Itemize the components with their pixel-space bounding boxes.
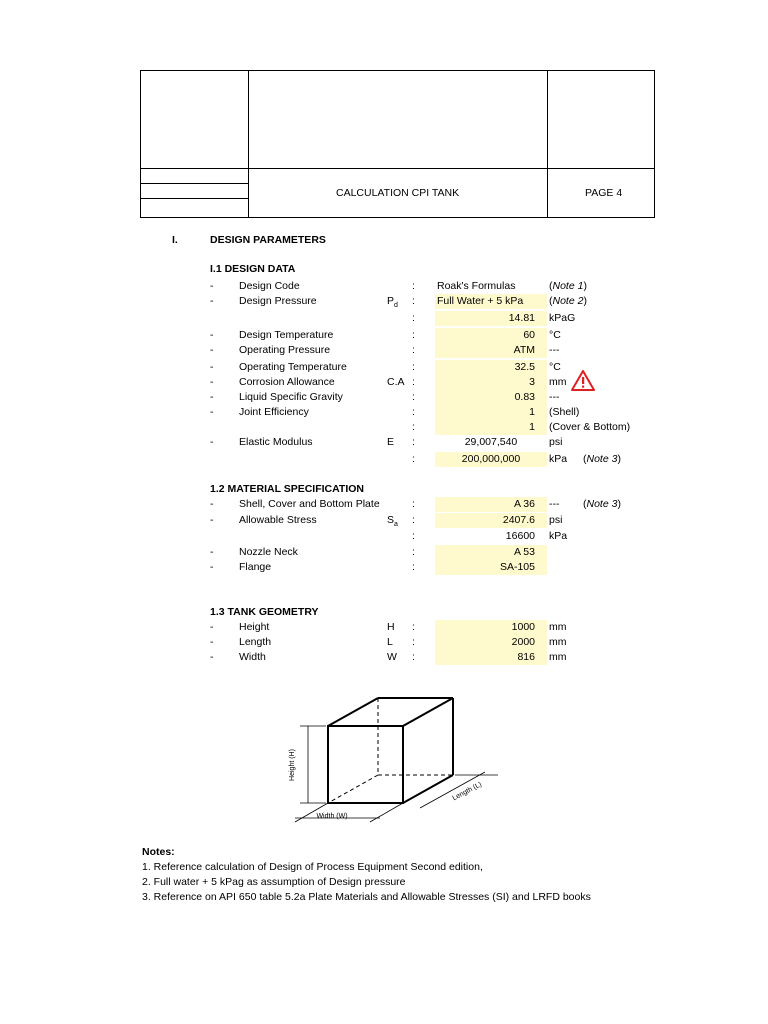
row-unit: mm <box>549 621 567 633</box>
row-label: Width <box>239 651 266 663</box>
row-value: SA-105 <box>435 560 547 575</box>
warning-icon <box>571 370 595 392</box>
row-value: Roak's Formulas <box>437 280 516 292</box>
colon: : <box>412 530 415 542</box>
header-divider <box>141 168 655 169</box>
bullet: - <box>210 295 214 307</box>
row-label: Design Temperature <box>239 329 334 341</box>
row-value: 816 <box>435 650 547 665</box>
colon: : <box>412 651 415 663</box>
row-unit: kPa <box>549 530 568 542</box>
design-data-row <box>0 390 768 405</box>
colon: : <box>412 421 415 433</box>
row-label: Design Pressure <box>239 295 317 307</box>
visible-edges <box>328 698 453 803</box>
row-value: 3 <box>435 375 547 390</box>
row-value: 32.5 <box>435 360 547 375</box>
colon: : <box>412 561 415 573</box>
material-row <box>0 497 768 512</box>
design-data-row <box>0 360 768 375</box>
bullet: - <box>210 621 214 633</box>
row-unit: mm <box>549 636 567 648</box>
row-value: 1000 <box>435 620 547 635</box>
colon: : <box>412 312 415 324</box>
bullet: - <box>210 406 214 418</box>
bullet: - <box>210 344 214 356</box>
row-unit: mm <box>549 376 567 388</box>
colon: : <box>412 391 415 403</box>
row-symbol: H <box>387 621 395 633</box>
note-item: 1. Reference calculation of Design of Process Equipment Second edition, <box>142 861 483 873</box>
design-data-row <box>0 343 768 358</box>
row-label: Elastic Modulus <box>239 436 313 448</box>
row-unit: psi <box>549 436 563 448</box>
row-value: A 53 <box>435 545 547 560</box>
row-symbol: $P_d$ <box>387 295 398 310</box>
row-unit: °C <box>549 361 561 373</box>
colon: : <box>412 546 415 558</box>
row-symbol: W <box>387 651 397 663</box>
colon: : <box>412 498 415 510</box>
row-unit: kPa <box>549 453 568 465</box>
geometry-row <box>0 620 768 635</box>
design-data-row <box>0 294 768 309</box>
row-label: Allowable Stress <box>239 514 317 526</box>
row-unit: --- <box>549 391 560 403</box>
row-value: 1 <box>435 405 547 420</box>
row-value: 1 <box>435 420 547 435</box>
front-face <box>328 726 403 803</box>
length-label: Length (L) <box>451 781 484 803</box>
colon: : <box>412 406 415 418</box>
row-label: Design Code <box>239 280 300 292</box>
bullet: - <box>210 651 214 663</box>
row-value: 200,000,000 <box>435 452 547 467</box>
row-note: (Note 3) <box>583 453 621 465</box>
material-row <box>0 529 768 544</box>
colon: : <box>412 344 415 356</box>
height-dimension <box>300 726 326 803</box>
row-label: Nozzle Neck <box>239 546 298 558</box>
row-value: 0.83 <box>435 390 547 405</box>
width-dimension <box>295 803 403 822</box>
row-unit: (Cover & Bottom) <box>549 421 631 433</box>
material-row <box>0 545 768 560</box>
bullet: - <box>210 498 214 510</box>
tank-geometry-title: 1.3 TANK GEOMETRY <box>210 606 319 618</box>
design-data-row <box>0 311 768 326</box>
row-note: (Note 3) <box>583 498 621 510</box>
header-table <box>140 70 655 218</box>
design-data-row <box>0 279 768 294</box>
row-value: Full Water + 5 kPa <box>435 294 547 309</box>
row-label: Height <box>239 621 270 633</box>
bullet: - <box>210 329 214 341</box>
row-value: 14.81 <box>435 311 547 326</box>
row-unit: °C <box>549 329 561 341</box>
row-value: 16600 <box>505 530 535 542</box>
geometry-row <box>0 635 768 650</box>
design-data-title: I.1 DESIGN DATA <box>210 263 296 275</box>
hidden-edges <box>328 698 453 803</box>
design-data-row <box>0 435 768 450</box>
colon: : <box>412 361 415 373</box>
colon: : <box>412 636 415 648</box>
colon: : <box>412 621 415 633</box>
row-unit: kPaG <box>549 312 576 324</box>
header-title: CALCULATION CPI TANK <box>336 187 460 199</box>
bullet: - <box>210 280 214 292</box>
row-value: A 36 <box>435 497 547 512</box>
material-row <box>0 513 768 528</box>
bullet: - <box>210 391 214 403</box>
page-number: PAGE 4 <box>585 187 623 199</box>
section-number: I. <box>172 234 178 246</box>
header-divider <box>141 183 248 184</box>
row-unit: --- <box>549 498 560 510</box>
row-label: Joint Efficiency <box>239 406 309 418</box>
row-value: 60 <box>435 328 547 343</box>
row-symbol: E <box>387 436 395 448</box>
bullet: - <box>210 546 214 558</box>
row-value: 29,007,540 <box>464 436 518 448</box>
notes-title: Notes: <box>142 846 175 858</box>
colon: : <box>412 295 415 307</box>
length-dimension <box>420 772 498 808</box>
bullet: - <box>210 436 214 448</box>
bullet: - <box>210 561 214 573</box>
design-data-row <box>0 405 768 420</box>
note-item: 2. Full water + 5 kPag as assumption of Design pressure <box>142 876 406 888</box>
row-label: Liquid Specific Gravity <box>239 391 343 403</box>
row-symbol: $S_a$ <box>387 514 398 529</box>
row-symbol: L <box>387 636 393 648</box>
bullet: - <box>210 514 214 526</box>
row-label: Shell, Cover and Bottom Plate <box>239 498 380 510</box>
section-title: DESIGN PARAMETERS <box>210 234 326 246</box>
design-data-row <box>0 328 768 343</box>
header-divider <box>141 198 248 199</box>
design-data-row <box>0 452 768 467</box>
colon: : <box>412 280 415 292</box>
colon: : <box>412 376 415 388</box>
row-symbol: C.A <box>387 376 405 388</box>
geometry-row <box>0 650 768 665</box>
header-divider <box>248 71 249 217</box>
tank-diagram <box>280 690 510 830</box>
bullet: - <box>210 636 214 648</box>
row-value: 2407.6 <box>435 513 547 528</box>
height-label: Height (H) <box>289 749 296 781</box>
row-unit: --- <box>549 344 560 356</box>
bullet: - <box>210 361 214 373</box>
note-item: 3. Reference on API 650 table 5.2a Plate Materials and Allowable Stresses (SI) and LRFD books <box>142 891 591 903</box>
row-label: Length <box>239 636 272 648</box>
material-row <box>0 560 768 575</box>
row-label: Operating Pressure <box>239 344 331 356</box>
row-value: ATM <box>435 343 547 358</box>
row-value: 2000 <box>435 635 547 650</box>
design-data-row <box>0 375 768 390</box>
width-label: Width (W) <box>316 813 348 820</box>
row-unit: mm <box>549 651 567 663</box>
bullet: - <box>210 376 214 388</box>
header-divider <box>547 71 548 217</box>
material-spec-title: 1.2 MATERIAL SPECIFICATION <box>210 483 365 495</box>
colon: : <box>412 329 415 341</box>
row-unit: (Shell) <box>549 406 580 418</box>
colon: : <box>412 514 415 526</box>
row-label: Operating Temperature <box>239 361 347 373</box>
row-label: Flange <box>239 561 272 573</box>
row-note: (Note 2) <box>549 295 587 307</box>
colon: : <box>412 436 415 448</box>
design-data-row <box>0 420 768 435</box>
row-label: Corrosion Allowance <box>239 376 335 388</box>
colon: : <box>412 453 415 465</box>
row-note: (Note 1) <box>549 280 587 292</box>
row-unit: psi <box>549 514 563 526</box>
